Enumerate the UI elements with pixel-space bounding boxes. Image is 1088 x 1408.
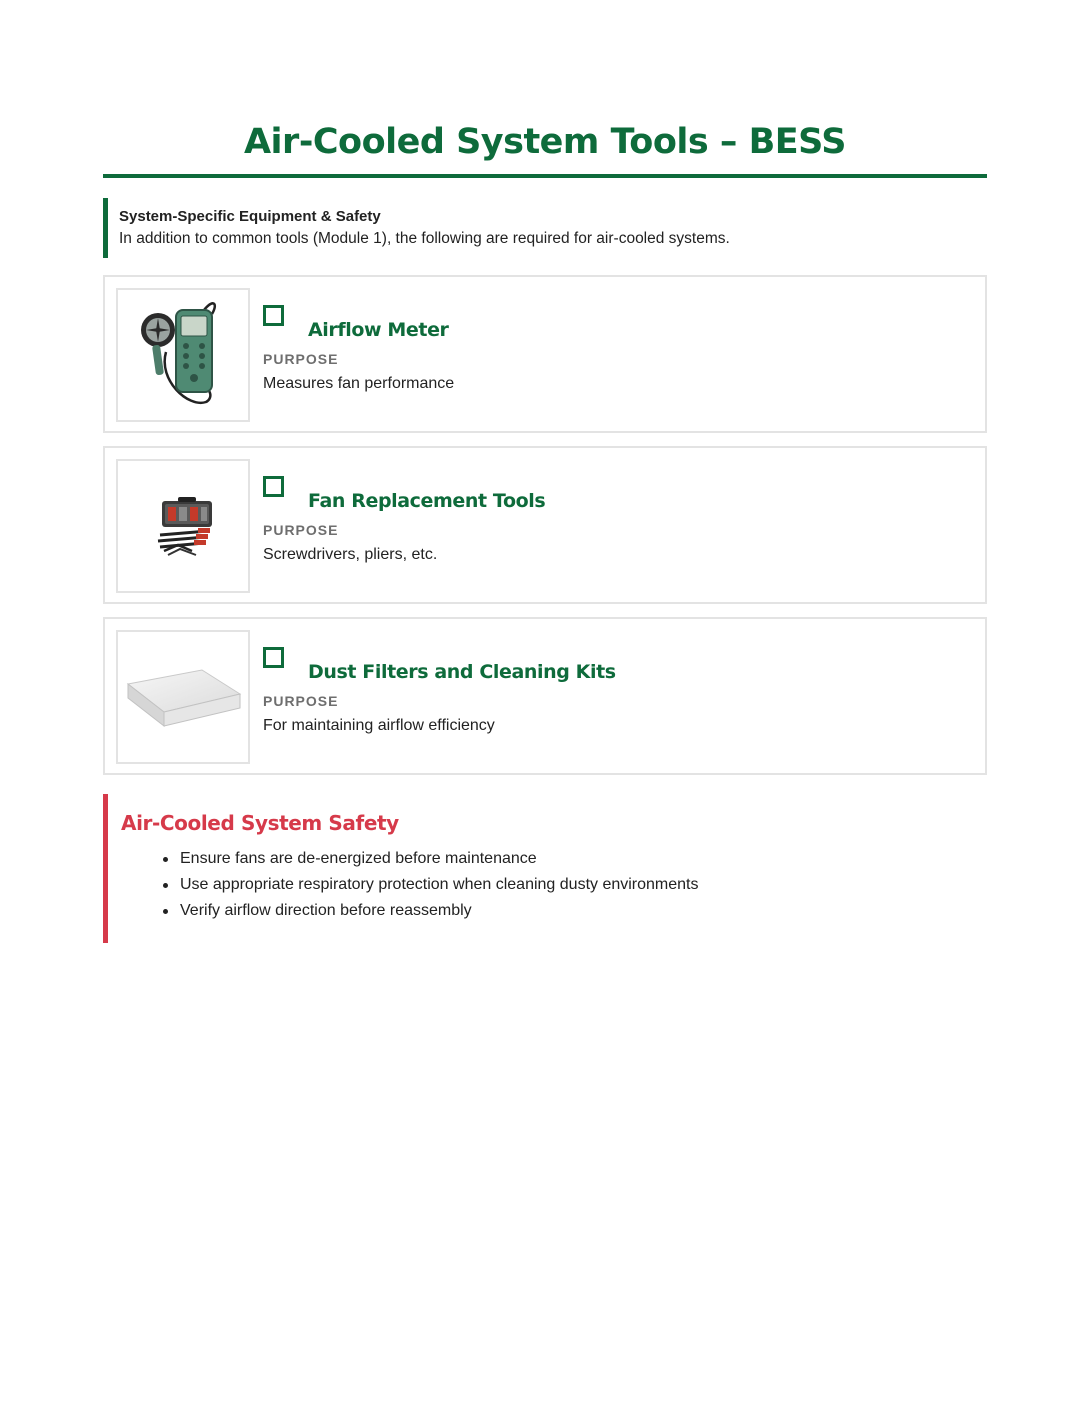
tool-image-frame [116,630,250,764]
safety-list-item [180,872,699,898]
tool-card-airflow-meter [103,275,987,433]
bullet-icon [163,909,168,914]
tool-image-frame [116,288,250,422]
purpose-text: Screwdrivers, pliers, etc. [263,546,438,563]
tool-card-dust-filters [103,617,987,775]
tool-name: Airflow Meter [308,319,449,341]
purpose-label: PURPOSE [263,693,339,709]
toolkit-image [118,461,248,591]
bullet-icon [163,883,168,888]
purpose-text: For maintaining airflow efficiency [263,717,495,734]
safety-item-text: Verify airflow direction before reassembly [180,902,472,919]
title-divider [103,174,987,178]
air-filter-image [118,632,248,762]
safety-list-item [180,898,699,924]
tool-card-fan-replacement-tools [103,446,987,604]
safety-title: Air-Cooled System Safety [121,811,399,835]
purpose-label: PURPOSE [263,351,339,367]
safety-list-item [180,846,699,872]
intro-callout [103,198,983,258]
tool-checkbox[interactable] [263,305,284,326]
tool-name: Fan Replacement Tools [308,490,546,512]
bullet-icon [163,857,168,862]
safety-callout [103,794,983,943]
intro-text: In addition to common tools (Module 1), the following are required for air-cooled systems. [119,230,730,247]
tool-name: Dust Filters and Cleaning Kits [308,661,616,683]
tool-checkbox[interactable] [263,476,284,497]
tool-checkbox[interactable] [263,647,284,668]
page-title: Air-Cooled System Tools – BESS [243,122,847,162]
intro-heading: System-Specific Equipment & Safety [119,208,381,225]
safety-item-text: Use appropriate respiratory protection when cleaning dusty environments [180,876,699,893]
purpose-text: Measures fan performance [263,375,455,392]
purpose-label: PURPOSE [263,522,339,538]
safety-item-text: Ensure fans are de-energized before maintenance [180,850,537,867]
anemometer-image [118,290,248,420]
tool-image-frame [116,459,250,593]
safety-list [180,846,699,924]
